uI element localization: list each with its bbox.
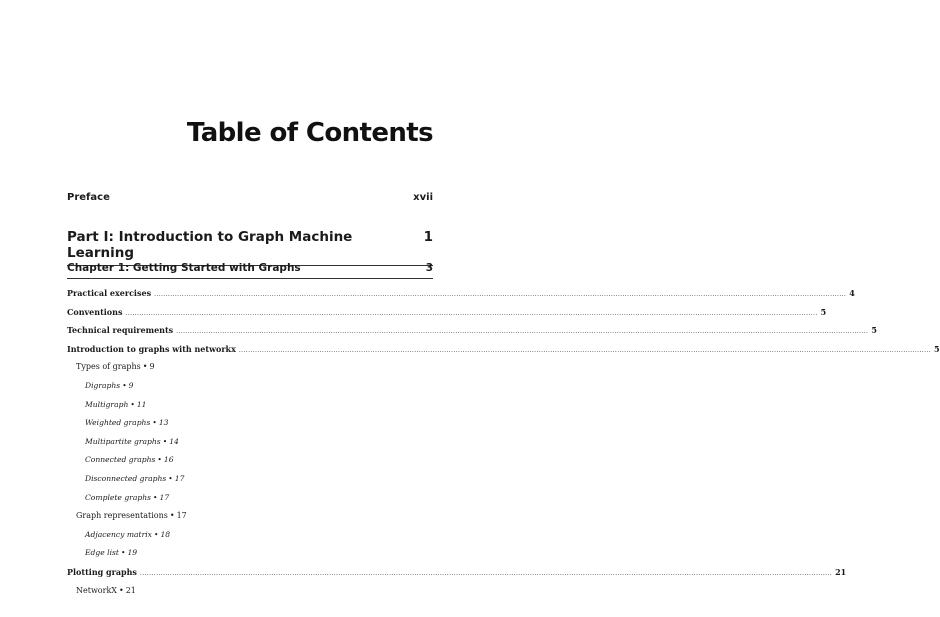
toc-entry[interactable] bbox=[67, 493, 433, 512]
toc-preface[interactable] bbox=[67, 192, 433, 203]
toc-entry-page: 14 bbox=[169, 436, 179, 446]
preface-label: Preface bbox=[67, 192, 110, 203]
bullet-separator: • bbox=[153, 529, 159, 539]
toc-entry-label: Digraphs bbox=[85, 380, 121, 390]
toc-entry[interactable] bbox=[67, 455, 433, 474]
toc-entry-page: 17 bbox=[176, 511, 187, 521]
toc-entry[interactable] bbox=[67, 288, 855, 307]
dot-leader: ............................................................................................................................................................................................................................................................................................................ bbox=[154, 291, 847, 298]
toc-entry[interactable] bbox=[67, 586, 433, 605]
toc-entry-page: 4 bbox=[849, 288, 855, 298]
part-label: Part I: Introduction to Graph Machine Learning bbox=[67, 229, 353, 261]
toc-entry[interactable] bbox=[67, 474, 433, 493]
toc-entry-page: 11 bbox=[136, 399, 147, 409]
toc-entry-page: 9 bbox=[149, 362, 155, 372]
dot-leader: ............................................................................................................................................................................................................................................................................................................ bbox=[139, 569, 833, 577]
toc-entry-label: Connected graphs bbox=[85, 455, 156, 465]
toc-entry-page: 19 bbox=[127, 548, 138, 558]
toc-entry-label: Practical exercises bbox=[67, 288, 152, 298]
bullet-separator: • bbox=[162, 436, 168, 446]
toc-entry-page: 5 bbox=[934, 343, 940, 354]
toc-entry-label: Types of graphs bbox=[76, 362, 141, 372]
bullet-separator: • bbox=[169, 511, 175, 521]
toc-entry-label: Weighted graphs bbox=[85, 418, 151, 428]
bullet-separator: • bbox=[157, 455, 162, 465]
toc-entry[interactable] bbox=[67, 418, 433, 437]
toc-entry-label: Conventions bbox=[67, 306, 123, 317]
toc-entry-label: Plotting graphs bbox=[67, 566, 137, 577]
bullet-separator: • bbox=[142, 362, 148, 372]
toc-entry[interactable] bbox=[67, 530, 433, 549]
toc-entry-page: 5 bbox=[820, 306, 827, 317]
toc-entry[interactable] bbox=[67, 381, 433, 400]
page-title: Table of Contents bbox=[186, 118, 433, 148]
preface-page: xvii bbox=[413, 192, 433, 203]
bullet-separator: • bbox=[168, 473, 173, 483]
chapter-page: 3 bbox=[425, 262, 433, 274]
toc-entry[interactable] bbox=[67, 343, 940, 363]
toc-entry[interactable] bbox=[67, 437, 433, 456]
toc-entry-label: Adjacency matrix bbox=[85, 529, 152, 539]
toc-entry[interactable] bbox=[67, 400, 433, 419]
bullet-separator: • bbox=[130, 399, 135, 409]
toc-entry-label: Multipartite graphs bbox=[85, 436, 161, 446]
chapter-label: Chapter 1: Getting Started with Graphs bbox=[67, 262, 301, 274]
bullet-separator: • bbox=[120, 548, 126, 558]
toc-entry-label: Multigraph bbox=[85, 399, 129, 409]
toc-entry-page: 16 bbox=[163, 455, 174, 465]
toc-entry-page: 9 bbox=[128, 380, 134, 390]
toc-entry-page: 21 bbox=[835, 566, 847, 577]
bullet-separator: • bbox=[153, 492, 158, 502]
toc-entry[interactable] bbox=[67, 511, 433, 530]
toc-entry-label: Edge list bbox=[85, 548, 119, 558]
toc-entries bbox=[67, 288, 940, 604]
toc-entry[interactable] bbox=[67, 566, 847, 586]
toc-entry-page: 5 bbox=[871, 325, 877, 336]
toc-entry[interactable] bbox=[67, 548, 433, 567]
dot-leader: ............................................................................................................................................................................................................................................................................................................ bbox=[125, 309, 818, 317]
bullet-separator: • bbox=[118, 585, 124, 595]
toc-entry-page: 21 bbox=[125, 585, 136, 595]
toc-entry[interactable] bbox=[67, 362, 433, 381]
toc-entry[interactable] bbox=[67, 325, 877, 344]
toc-entry-label: Disconnected graphs bbox=[85, 473, 167, 483]
toc-entry-label: Introduction to graphs with networkx bbox=[67, 343, 236, 354]
toc-entry-label: Complete graphs bbox=[85, 492, 151, 502]
toc-entry-page: 13 bbox=[158, 418, 169, 428]
toc-chapter-heading[interactable] bbox=[67, 262, 433, 279]
toc-entry-label: Graph representations bbox=[76, 511, 168, 521]
dot-leader: ............................................................................................................................................................................................................................................................................................................ bbox=[176, 328, 869, 336]
dot-leader: ............................................................................................................................................................................................................................................................................................................ bbox=[238, 346, 932, 354]
toc-entry[interactable] bbox=[67, 306, 827, 326]
toc-entry-label: Technical requirements bbox=[67, 325, 174, 336]
toc-entry-page: 17 bbox=[174, 473, 185, 483]
toc-entry-page: 18 bbox=[160, 529, 171, 539]
toc-entry-label: NetworkX bbox=[76, 585, 117, 595]
part-page: 1 bbox=[423, 229, 433, 245]
toc-entry-page: 17 bbox=[159, 492, 170, 502]
bullet-separator: • bbox=[122, 380, 127, 390]
toc-part-heading[interactable] bbox=[67, 229, 433, 266]
bullet-separator: • bbox=[152, 418, 157, 428]
